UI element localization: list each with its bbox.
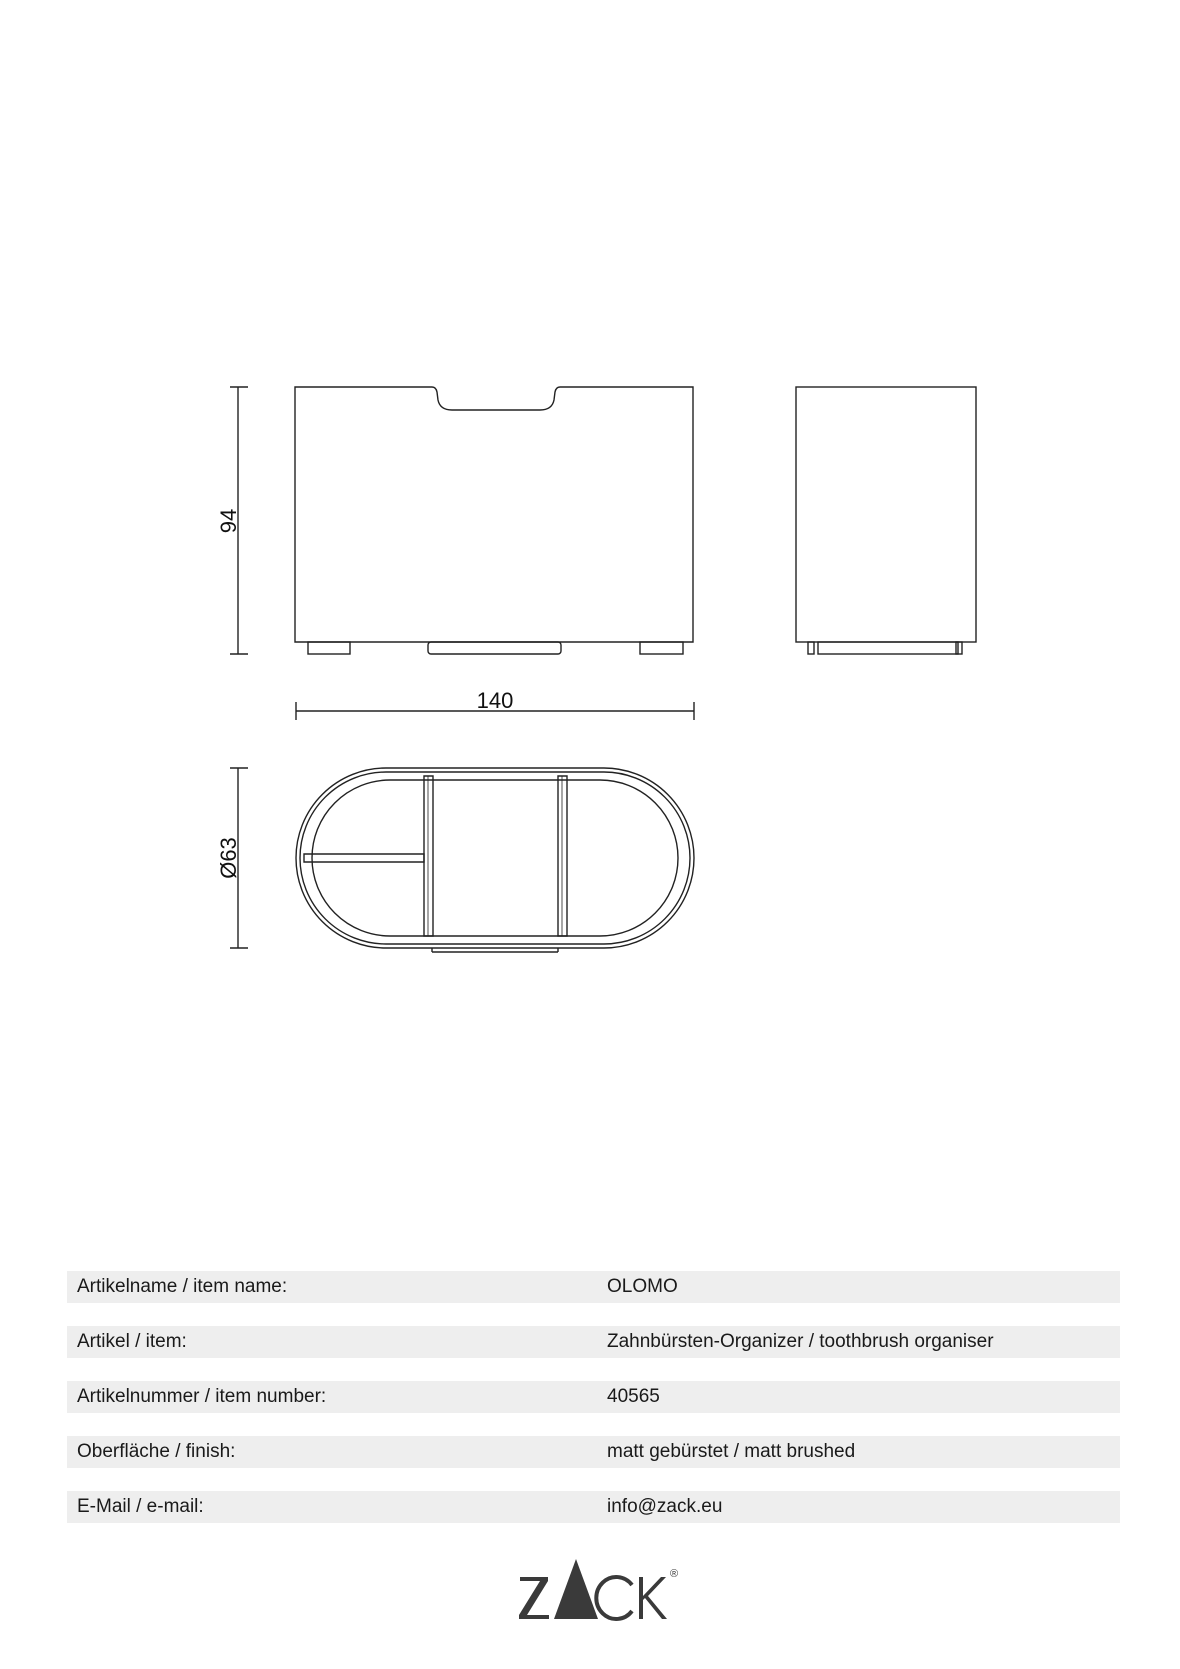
spec-value: matt gebürstet / matt brushed bbox=[607, 1441, 856, 1462]
spec-label: Artikelnummer / item number: bbox=[77, 1386, 327, 1407]
spec-value: Zahnbürsten-Organizer / toothbrush organiser bbox=[607, 1331, 994, 1352]
spec-label: Artikelname / item name: bbox=[77, 1276, 288, 1297]
top-view bbox=[296, 768, 694, 952]
spec-row-item-name bbox=[67, 1271, 1120, 1303]
spec-value: info@zack.eu bbox=[607, 1496, 723, 1517]
dim-height-label: 94 bbox=[216, 508, 241, 534]
spec-row-finish bbox=[67, 1436, 1120, 1468]
spec-row-item bbox=[67, 1326, 1120, 1358]
spec-table bbox=[67, 1271, 1120, 1546]
zack-logo bbox=[518, 1555, 678, 1625]
spec-label: Oberfläche / finish: bbox=[77, 1441, 236, 1462]
spec-label: E-Mail / e-mail: bbox=[77, 1496, 204, 1517]
side-view bbox=[796, 387, 976, 654]
height-dimension bbox=[216, 387, 248, 654]
diameter-dimension bbox=[216, 768, 248, 948]
front-view bbox=[295, 387, 693, 654]
spec-value: 40565 bbox=[607, 1386, 660, 1407]
spec-value: OLOMO bbox=[607, 1276, 678, 1297]
spec-row-email bbox=[67, 1491, 1120, 1523]
dim-diameter-label: Ø63 bbox=[216, 837, 241, 879]
registered-mark: ® bbox=[670, 1568, 678, 1580]
length-dimension bbox=[296, 688, 694, 720]
spec-label: Artikel / item: bbox=[77, 1331, 187, 1352]
dim-length-label: 140 bbox=[476, 688, 514, 713]
spec-row-item-number bbox=[67, 1381, 1120, 1413]
